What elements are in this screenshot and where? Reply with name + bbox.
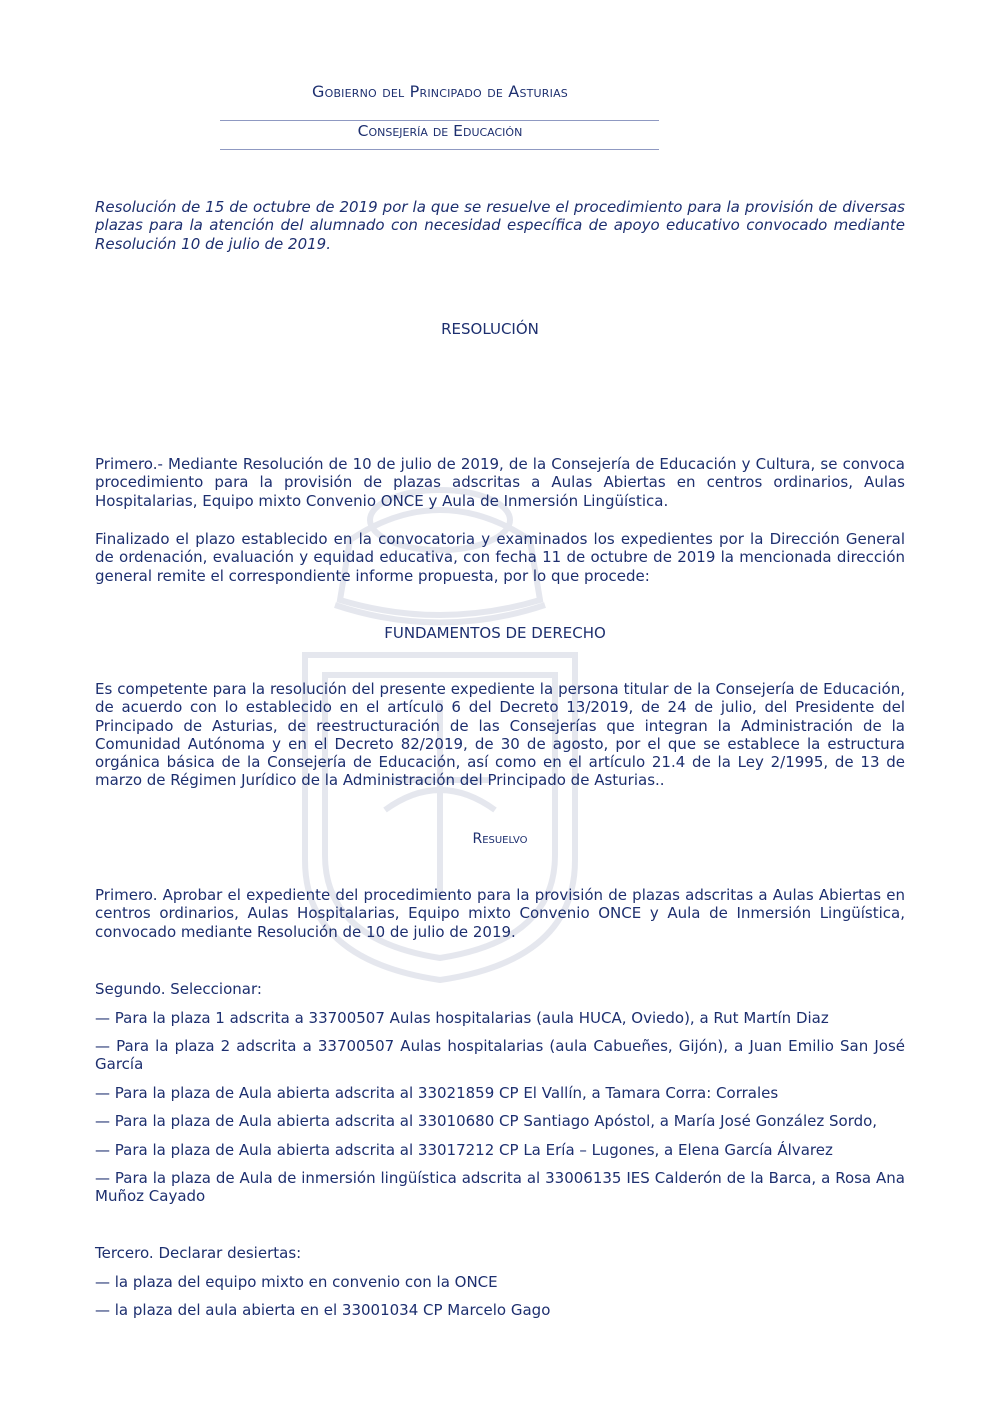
list-item: — Para la plaza 2 adscrita a 33700507 Aulas hospitalarias (aula Cabueñes, Gijón), a Juan Emilio San José García [95,1037,905,1074]
competencia-paragraph: Es competente para la resolución del presente expediente la persona titular de la Consejería de Educación, de acuerdo con lo establecido en el artículo 6 del Decreto 13/2019, de 24 de julio, del Presidente del Principado de Asturias, de reestructuración de las Consejerías que integran la Administración de la Comunidad Autónoma y en el Decreto 82/2019, de 30 de agosto, por el que se establece la estructura orgánica básica de la Consejería de Educación, así como en el artículo 21.4 de la Ley 2/1995, de 13 de marzo de Régimen Jurídico de la Administración del Principado de Asturias.. [95,680,905,790]
list-item: — Para la plaza 1 adscrita a 33700507 Aulas hospitalarias (aula HUCA, Oviedo), a Rut Martín Diaz [95,1009,829,1027]
header-rule-top [220,120,659,121]
list-item: — Para la plaza de Aula abierta adscrita al 33010680 CP Santiago Apóstol, a María José González Sordo, [95,1112,878,1130]
list-item: — Para la plaza de Aula de inmersión lingüística adscrita al 33006135 IES Calderón de la Barca, a Rosa Ana Muñoz Cayado [95,1169,905,1206]
antecedente-primero: Primero.- Mediante Resolución de 10 de julio de 2019, de la Consejería de Educación y Cultura, se convoca procedimiento para la provisión de plazas adscritas a Aulas Abiertas en centros ordinarios, Aulas Hospitalarias, Equipo mixto Convenio ONCE y Aula de Inmersión Lingüística. [95,455,905,510]
tercero-heading: Tercero. Declarar desiertas: [95,1244,302,1262]
department-heading: Consejería de Educación [357,122,523,140]
list-item: — la plaza del equipo mixto en convenio con la ONCE [95,1273,498,1291]
fundamentos-title: FUNDAMENTOS DE DERECHO [384,624,606,642]
header-rule-bottom [220,149,659,150]
finalizado-paragraph: Finalizado el plazo establecido en la convocatoria y examinados los expedientes por la Dirección General de ordenación, evaluación y equidad educativa, con fecha 11 de octubre de 2019 la mencionada dirección general remite el correspondiente informe propuesta, por lo que procede: [95,530,905,585]
resolution-summary: Resolución de 15 de octubre de 2019 por la que se resuelve el procedimiento para la provisión de diversas plazas para la atención del alumnado con necesidad específica de apoyo educativo convocado mediante Resolución 10 de julio de 2019. [95,198,905,253]
segundo-heading: Segundo. Seleccionar: [95,980,262,998]
resuelvo-title: Resuelvo [472,831,528,847]
government-heading: Gobierno del Principado de Asturias [311,82,568,101]
list-item: — Para la plaza de Aula abierta adscrita al 33017212 CP La Ería – Lugones, a Elena García Álvarez [95,1141,833,1159]
resuelvo-primero: Primero. Aprobar el expediente del procedimiento para la provisión de plazas adscritas a Aulas Abiertas en centros ordinarios, Aulas Hospitalarias, Equipo mixto Convenio ONCE y Aula de Inmersión Lingüística, convocado mediante Resolución de 10 de julio de 2019. [95,886,905,941]
list-item: — Para la plaza de Aula abierta adscrita al 33021859 CP El Vallín, a Tamara Corra: Corrales [95,1084,779,1102]
list-item: — la plaza del aula abierta en el 33001034 CP Marcelo Gago [95,1301,551,1319]
resolucion-title: RESOLUCIÓN [441,320,539,338]
